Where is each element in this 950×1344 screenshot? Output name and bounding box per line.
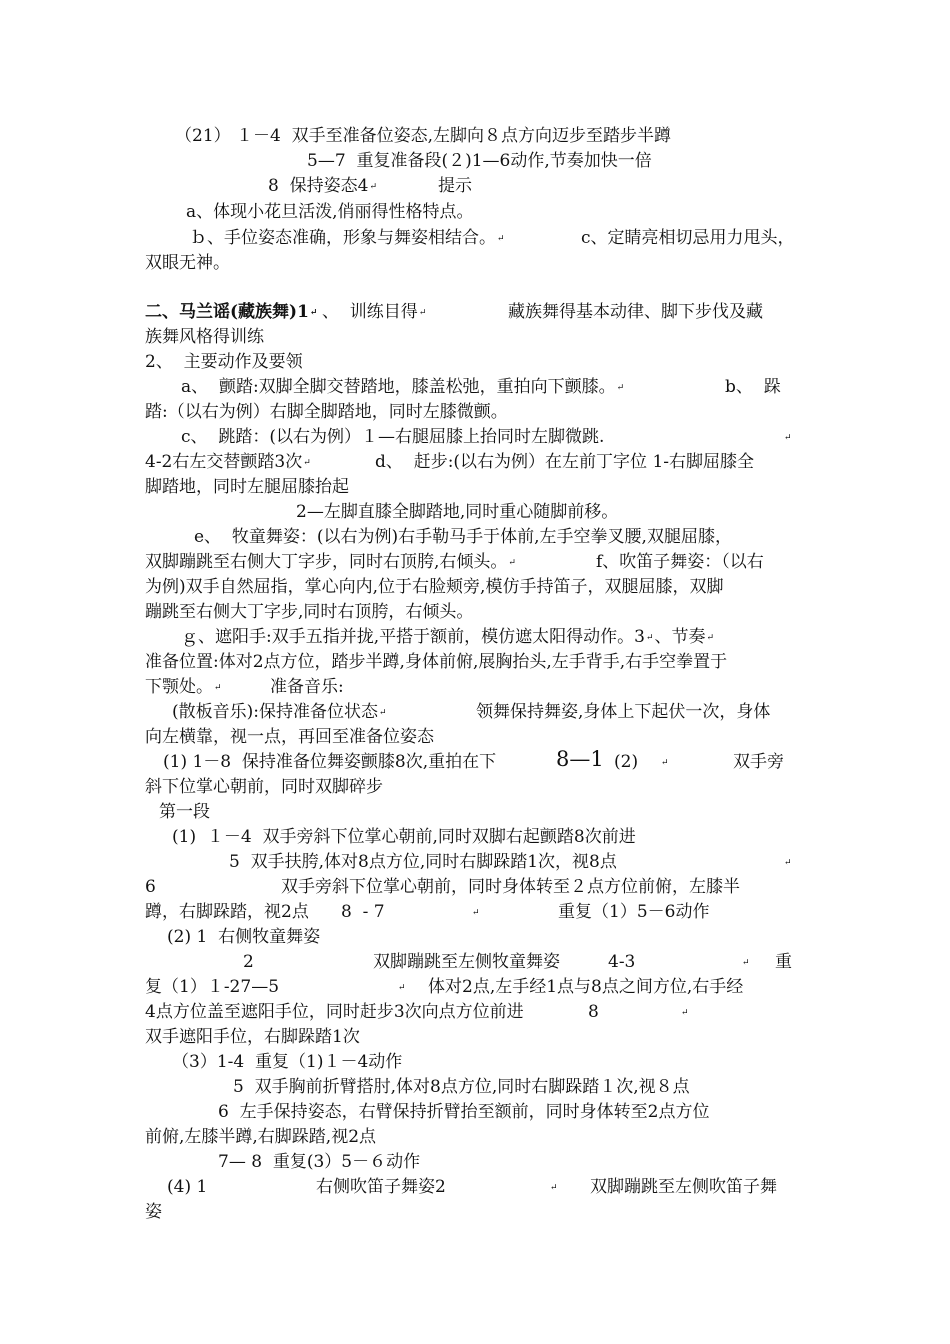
text-line: d、 赶步:(以右为例）在左前丁字位 1-右脚屈膝全 xyxy=(375,452,755,472)
text-line: 第一段 xyxy=(159,802,210,822)
text-line: 4点方位盖至遮阳手位，同时赶步3次向点方位前进 xyxy=(145,1002,524,1022)
text-line: 踏:（以右为例）右脚全脚踏地，同时左膝微颤。 xyxy=(145,402,508,422)
text-line: 双手遮阳手位，右脚跺踏1次 xyxy=(145,1027,360,1047)
text-segment: 双脚蹦跳至右侧大丁字步，同时右顶胯,右倾头。 xyxy=(145,552,508,572)
text-line: 双眼无神。 xyxy=(145,253,230,273)
text-line: 双手旁斜下位掌心朝前，同时身体转至２点方位前俯，左膝半 xyxy=(281,877,740,897)
text-line: 重 xyxy=(775,952,792,972)
text-line: 8 - 7 xyxy=(341,902,385,922)
text-line: (1) １－4 双手旁斜下位掌心朝前,同时双脚右起颤踏8次前进 xyxy=(172,827,636,847)
text-line: (1) 1－8 保持准备位舞姿颤膝8次,重拍在下 xyxy=(163,752,497,772)
text-line xyxy=(145,675,223,700)
text-line: 双脚蹦跳至左侧牧童舞姿 xyxy=(373,952,560,972)
section-heading xyxy=(145,300,318,325)
paragraph-mark-icon: ↵ xyxy=(784,433,792,443)
text-line xyxy=(783,425,793,450)
text-line: 5 双手胸前折臂搭肘,体对8点方位,同时右脚跺踏１次,视８点 xyxy=(233,1077,690,1097)
text-line: a、体现小花旦活泼,俏丽得性格特点。 xyxy=(186,202,474,222)
text-line xyxy=(471,900,481,925)
text-line xyxy=(181,425,604,449)
text-segment: 8 保持姿态4 xyxy=(268,176,369,196)
text-line: (2) xyxy=(614,752,639,772)
text-segment: (散板音乐):保持准备位状态 xyxy=(172,702,378,722)
text-line xyxy=(549,1175,559,1200)
text-line: 前俯,左膝半蹲,右脚跺踏,视2点 xyxy=(145,1127,377,1147)
text-segment: 二、马兰谣(藏族舞)1 xyxy=(145,302,309,322)
text-line xyxy=(145,550,517,575)
text-line xyxy=(172,700,388,725)
paragraph-mark-icon: ↵ xyxy=(616,383,625,393)
text-segment: 下颚处。 xyxy=(145,677,213,697)
paragraph-mark-icon: ↵ xyxy=(706,633,715,643)
text-segment: 、 训练目得 xyxy=(322,302,418,322)
text-line: 族舞风格得训练 xyxy=(145,327,264,347)
text-line: 6 xyxy=(145,877,156,897)
text-segment: 4-2右左交替颤踏3次 xyxy=(145,452,303,472)
paragraph-mark-icon: ↵ xyxy=(497,234,505,244)
text-line: 准备位置:体对2点方位，踏步半蹲,身体前俯,展胸抬头,左手背手,右手空拳置于 xyxy=(145,652,728,672)
paragraph-mark-icon: ↵ xyxy=(303,458,311,468)
paragraph-mark-icon: ↵ xyxy=(369,182,377,192)
paragraph-mark-icon: ↵ xyxy=(661,758,669,768)
text-line xyxy=(268,174,378,199)
text-segment: c、 跳踏：(以右为例）１—右腿屈膝上抬同时左脚微跳. xyxy=(181,427,605,447)
text-line: 5 双手扶胯,体对8点方位,同时右脚跺踏1次，视8点 xyxy=(229,852,617,872)
text-line: （21） １－4 双手至准备位姿态,左脚向８点方向迈步至踏步半蹲 xyxy=(175,126,672,146)
text-line: 准备音乐: xyxy=(270,677,344,697)
text-line xyxy=(660,750,670,775)
text-line: 4-3 xyxy=(608,952,636,972)
text-line: 向左横靠，视一点，再回至准备位姿态 xyxy=(145,727,434,747)
text-line xyxy=(741,950,751,975)
paragraph-mark-icon: ↵ xyxy=(418,308,427,318)
text-line xyxy=(680,1000,690,1025)
text-line: 蹦跳至右侧大丁字步,同时右顶胯，右倾头。 xyxy=(145,602,474,622)
text-line xyxy=(783,850,793,875)
paragraph-mark-icon: ↵ xyxy=(742,958,750,968)
text-line: 8—1 xyxy=(556,747,604,771)
paragraph-mark-icon: ↵ xyxy=(550,1183,558,1193)
text-line: (2) 1 右侧牧童舞姿 xyxy=(167,927,321,947)
paragraph-mark-icon: ↵ xyxy=(645,633,654,643)
text-line: 2 xyxy=(243,952,254,972)
text-line: c、定睛亮相切忌用力甩头， xyxy=(581,228,795,248)
text-line xyxy=(181,625,715,650)
text-line: 双手旁 xyxy=(733,752,784,772)
text-line xyxy=(190,226,506,251)
text-line: 5—7 重复准备段(２)1—6动作,节奏加快一倍 xyxy=(307,151,652,171)
text-line xyxy=(397,975,407,1000)
text-line: 藏族舞得基本动律、脚下步伐及藏 xyxy=(508,302,763,322)
text-line: 7— 8 重复(3）5－６动作 xyxy=(218,1152,421,1172)
text-line xyxy=(322,300,427,325)
text-line xyxy=(145,450,312,475)
text-line: 2、 主要动作及要领 xyxy=(145,352,303,372)
text-line: 6 左手保持姿态，右臂保持折臂抬至额前，同时身体转至2点方位 xyxy=(218,1102,710,1122)
paragraph-mark-icon: ↵ xyxy=(214,683,222,693)
text-line: 提示 xyxy=(438,176,472,196)
paragraph-mark-icon: ↵ xyxy=(784,858,792,868)
paragraph-mark-icon: ↵ xyxy=(508,558,516,568)
text-line: （3）1-4 重复（1)１－4动作 xyxy=(172,1052,403,1072)
text-line xyxy=(181,375,625,400)
text-line: 斜下位掌心朝前，同时双脚碎步 xyxy=(145,777,383,797)
text-line: 复（1）１-27—5 xyxy=(145,977,280,997)
text-line: 蹲，右脚跺踏，视2点 xyxy=(145,902,309,922)
paragraph-mark-icon: ↵ xyxy=(398,983,406,993)
text-line: 姿 xyxy=(145,1202,162,1222)
paragraph-mark-icon: ↵ xyxy=(681,1008,689,1018)
text-line: 重复（1）5－6动作 xyxy=(558,902,710,922)
paragraph-mark-icon: ↵ xyxy=(472,908,480,918)
text-line: (4) 1 xyxy=(167,1177,208,1197)
text-line: 右侧吹笛子舞姿2 xyxy=(316,1177,446,1197)
text-line: b、 跺 xyxy=(725,377,781,397)
text-line: 双脚蹦跳至左侧吹笛子舞 xyxy=(590,1177,777,1197)
text-line: 8 xyxy=(588,1002,599,1022)
text-line: f、吹笛子舞姿：（以右 xyxy=(596,552,764,572)
text-segment: 、节奏 xyxy=(654,627,706,647)
text-line: 体对2点,左手经1点与8点之间方位,右手经 xyxy=(428,977,744,997)
text-segment: ｂ、手位姿态准确，形象与舞姿相结合。 xyxy=(190,228,496,248)
text-segment: a、 颤踏:双脚全脚交替踏地，膝盖松弛，重拍向下颤膝。 xyxy=(181,377,616,397)
text-line: 脚踏地，同时左腿屈膝抬起 xyxy=(145,477,349,497)
text-segment: ｇ、遮阳手:双手五指并拢,平搭于额前，模仿遮太阳得动作。3 xyxy=(181,627,645,647)
paragraph-mark-icon: ↵ xyxy=(379,708,387,718)
paragraph-mark-icon: ↵ xyxy=(309,308,318,318)
text-line: 2—左脚直膝全脚踏地,同时重心随脚前移。 xyxy=(296,502,619,522)
text-line: 为例)双手自然屈指，掌心向内,位于右脸颊旁,模仿手持笛子，双腿屈膝，双脚 xyxy=(145,577,724,597)
text-line: e、 牧童舞姿：(以右为例)右手勒马手于体前,左手空拳叉腰,双腿屈膝， xyxy=(194,527,732,547)
text-line: 领舞保持舞姿,身体上下起伏一次，身体 xyxy=(476,702,771,722)
